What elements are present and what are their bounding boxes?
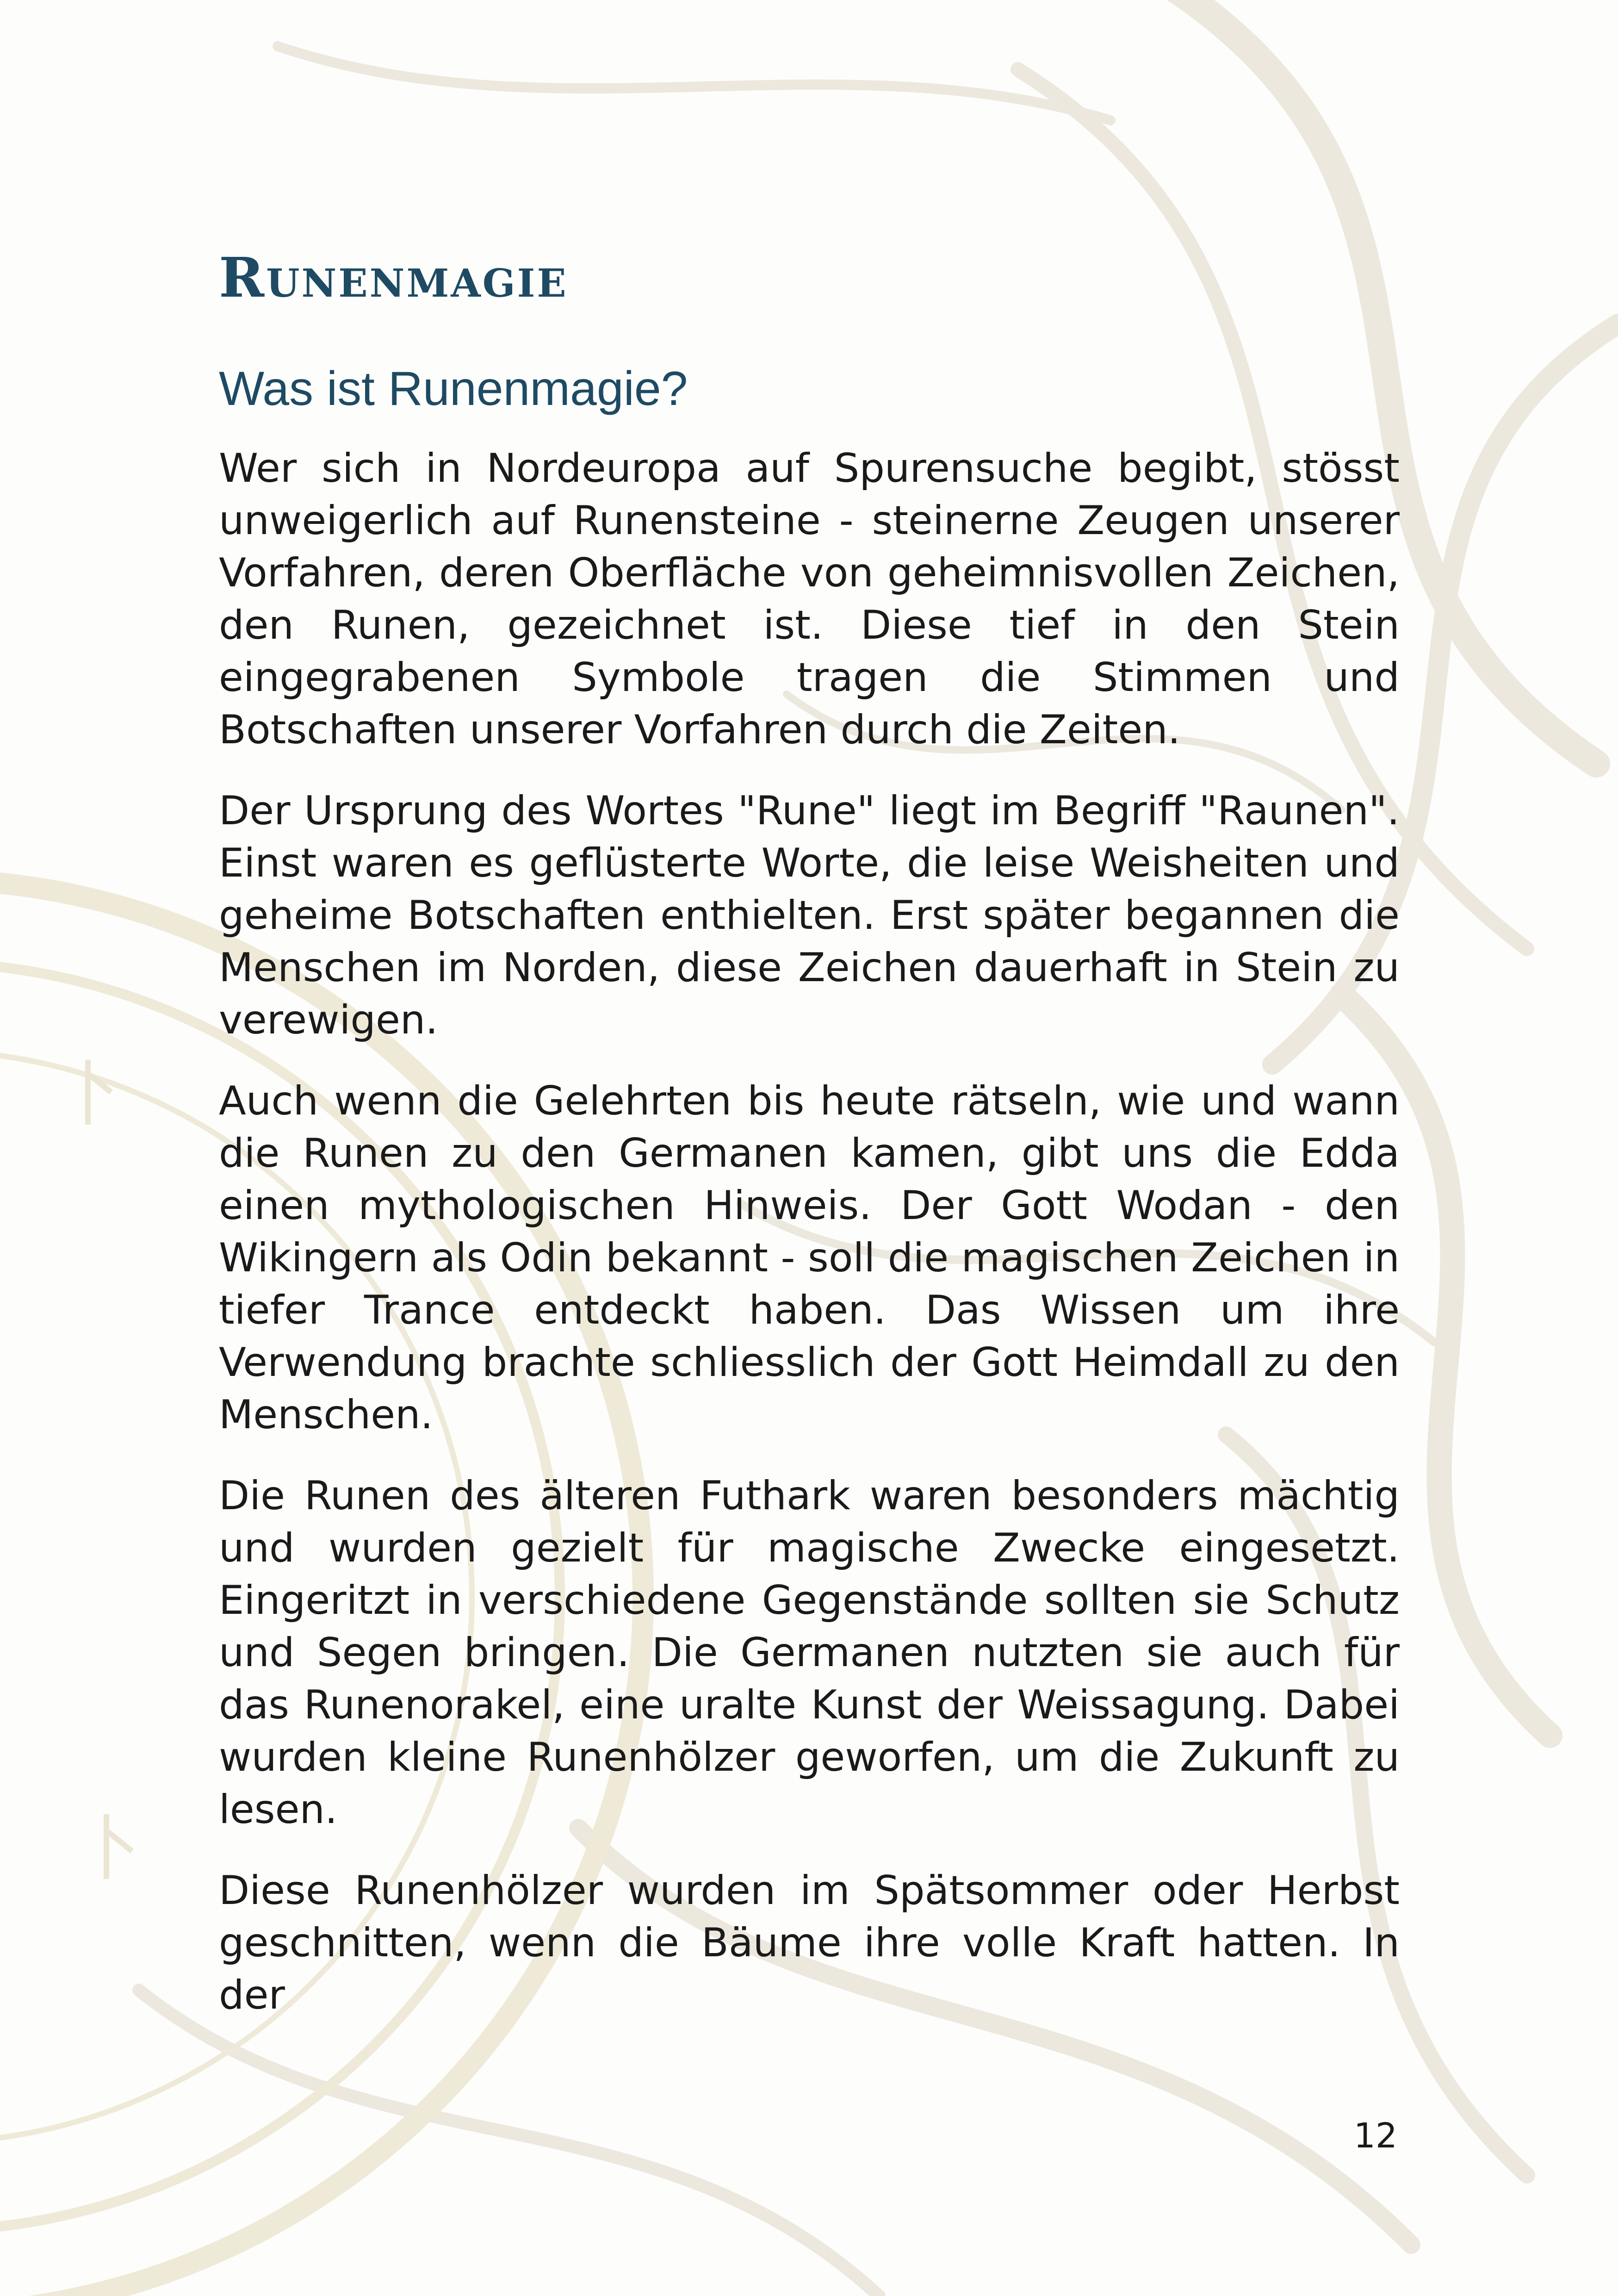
paragraph: Wer sich in Nordeuropa auf Spurensuche begibt, stösst unweigerlich auf Runensteine - steinerne Zeugen unserer Vorfahren, deren Oberfläche von geheimnisvollen Zeichen, den Runen, gezeichnet ist. Diese tief in den Stein eingegrabenen Symbole tragen die Stimmen und Botschaften unserer Vorfahren durch die Zeiten. [219,445,1400,753]
paragraph: Auch wenn die Gelehrten bis heute rätseln, wie und wann die Runen zu den Germanen kamen, gibt uns die Edda einen mythologischen Hinweis. Der Gott Wodan - den Wikingern als Odin bekannt - soll die magischen Zeichen in tiefer Trance entdeckt haben. Das Wissen um ihre Verwendung brachte schliesslich der Gott Heimdall zu den Menschen. [219,1078,1400,1438]
paragraph: Die Runen des älteren Futhark waren besonders mächtig und wurden gezielt für magische Zwecke eingesetzt. Eingeritzt in verschiedene Gegenstände sollten sie Schutz und Segen bringen. Die Germanen nutzten sie auch für das Runenorakel, eine uralte Kunst der Weissagung. Dabei wurden kleine Runenhölzer geworfen, um die Zukunft zu lesen. [219,1473,1400,1833]
page-number: 12 [1353,2116,1397,2156]
section-heading: Was ist Runenmagie? [219,362,688,416]
chapter-title: Runenmagie [219,245,568,310]
body-text [219,442,1400,2022]
paragraph: Diese Runenhölzer wurden im Spätsommer oder Herbst geschnitten, wenn die Bäume ihre volle Kraft hatten. In der [219,1867,1400,2018]
paragraph: Der Ursprung des Wortes "Rune" liegt im Begriff "Raunen". Einst waren es geflüsterte Worte, die leise Weisheiten und geheime Botschaften enthielten. Erst später begannen die Menschen im Norden, diese Zeichen dauerhaft in Stein zu verewigen. [219,788,1400,1043]
page-content [219,231,1400,2050]
